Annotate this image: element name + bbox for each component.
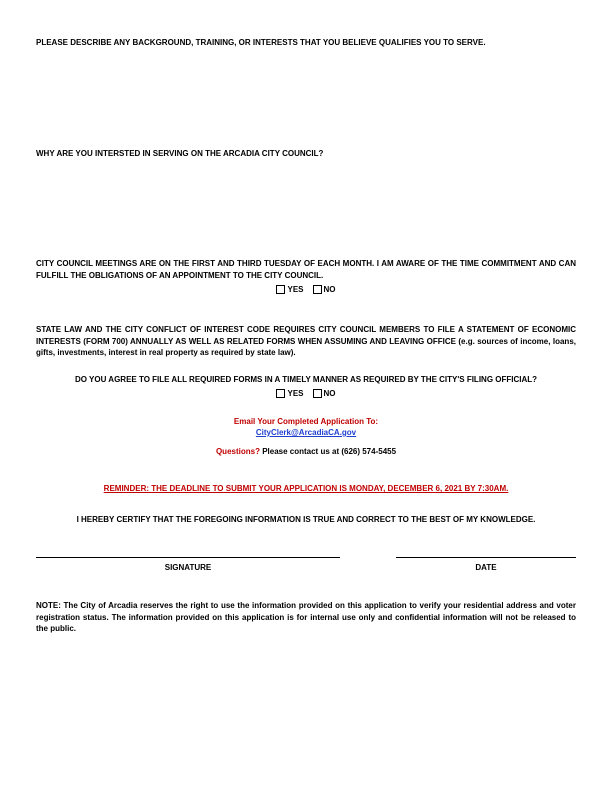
why-serve-question: WHY ARE YOU INTERSTED IN SERVING ON THE ARCADIA CITY COUNCIL?	[36, 149, 324, 158]
meetings-yes-checkbox[interactable]	[276, 285, 285, 294]
email-link[interactable]: CityClerk@ArcadiaCA.gov	[255, 428, 357, 437]
yes-label: YES	[287, 285, 304, 294]
questions-label: Questions?	[215, 447, 260, 456]
privacy-note: NOTE: The City of Arcadia reserves the right to use the information provided on this application to verify your residential address and voter registration status. The information provided on this application is for internal use only and confidential information will not be released to the public.	[36, 601, 576, 633]
deadline-reminder: REMINDER: THE DEADLINE TO SUBMIT YOUR APPLICATION IS MONDAY, DECEMBER 6, 2021 BY 7:30AM.	[103, 484, 509, 493]
signature-line[interactable]	[36, 557, 340, 558]
date-line[interactable]	[396, 557, 576, 558]
agree-yes-checkbox[interactable]	[276, 389, 285, 398]
date-label: DATE	[475, 563, 497, 572]
agree-options	[36, 389, 576, 398]
yes-label: YES	[287, 389, 304, 398]
contact-text: Please contact us at (626) 574-5455	[259, 447, 397, 456]
agree-question: DO YOU AGREE TO FILE ALL REQUIRED FORMS IN A TIMELY MANNER AS REQUIRED BY THE CITY'S FILING OFFICIAL?	[74, 375, 538, 384]
contact-line	[36, 447, 576, 456]
meetings-yes-option[interactable]	[276, 285, 303, 294]
meetings-options	[36, 285, 576, 294]
agree-yes-option[interactable]	[276, 389, 303, 398]
meetings-statement: CITY COUNCIL MEETINGS ARE ON THE FIRST AND THIRD TUESDAY OF EACH MONTH. I AM AWARE OF THE TIME COMMITMENT AND CAN FULFILL THE OBLIGATIONS OF AN APPOINTMENT TO THE CITY COUNCIL.	[36, 259, 576, 280]
background-question: PLEASE DESCRIBE ANY BACKGROUND, TRAINING, OR INTERESTS THAT YOU BELIEVE QUALIFIES YOU TO SERVE.	[36, 38, 486, 47]
meetings-no-checkbox[interactable]	[313, 285, 322, 294]
background-answer-area[interactable]	[36, 52, 576, 140]
certification-statement: I HEREBY CERTIFY THAT THE FOREGOING INFORMATION IS TRUE AND CORRECT TO THE BEST OF MY KNOWLEDGE.	[76, 515, 536, 524]
why-serve-answer-area[interactable]	[36, 163, 576, 251]
no-label: NO	[323, 285, 336, 294]
state-law-statement: STATE LAW AND THE CITY CONFLICT OF INTEREST CODE REQUIRES CITY COUNCIL MEMBERS TO FILE A STATEMENT OF ECONOMIC INTERESTS (FORM 700) ANNUALLY AS WELL AS RELATED FORMS WHEN ASSUMING AND LEAVING OFFICE (e.g. sources of income, loans, gifts, investments, interest in real property as required by state law).	[36, 325, 576, 357]
no-label: NO	[323, 389, 336, 398]
signature-label: SIGNATURE	[164, 563, 212, 572]
email-heading: Email Your Completed Application To:	[233, 417, 379, 426]
agree-no-option[interactable]	[313, 389, 336, 398]
agree-no-checkbox[interactable]	[313, 389, 322, 398]
meetings-no-option[interactable]	[313, 285, 336, 294]
